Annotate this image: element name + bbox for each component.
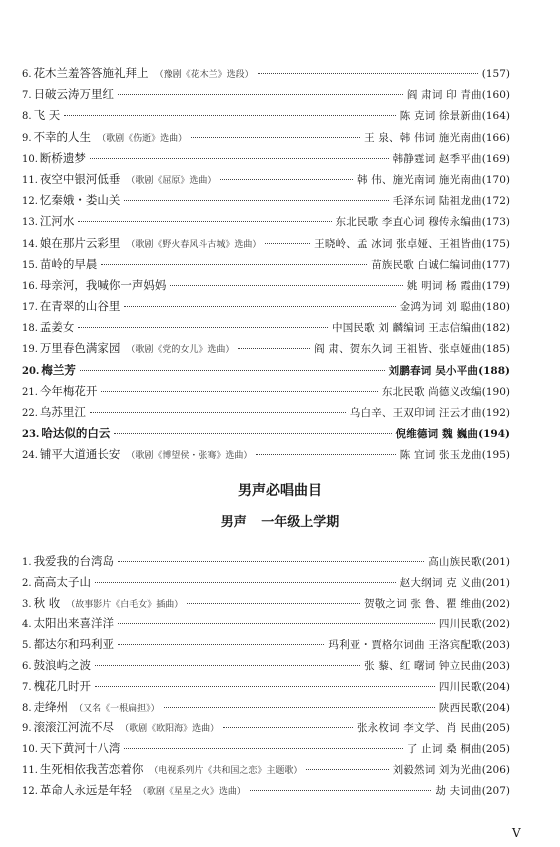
entry-page-number: ( 207 ) bbox=[482, 784, 510, 798]
entry-note: （歌剧《博望侯・张骞》选曲） bbox=[126, 451, 253, 462]
entry-title: 高高太子山 bbox=[33, 574, 92, 589]
entry-number: 11 . bbox=[22, 174, 38, 188]
entry-credit: 张 藜、红 曙词 钟立民曲 bbox=[364, 659, 482, 672]
entry-page-number: ( 166 ) bbox=[482, 131, 510, 145]
entry-title: 花木兰羞答答施礼拜上 bbox=[33, 66, 149, 80]
entry-page-number: ( 182 ) bbox=[482, 321, 510, 335]
dot-leader bbox=[306, 769, 388, 770]
entry-page-number: ( 204 ) bbox=[482, 701, 510, 715]
toc-entry[interactable] bbox=[22, 616, 510, 637]
entry-number: 18 . bbox=[22, 322, 38, 336]
dot-leader bbox=[170, 285, 402, 286]
dot-leader bbox=[114, 433, 391, 434]
entry-note: （歌剧《野火春风斗古城》选曲） bbox=[126, 239, 262, 250]
entry-title: 我爱我的台湾岛 bbox=[33, 554, 115, 568]
entry-credit: 王晓岭、孟 冰词 张卓娅、王祖皆曲 bbox=[314, 237, 482, 250]
entry-title: 革命人永远是年轻 bbox=[39, 782, 132, 797]
entry-credit: 韩静霆词 赵季平曲 bbox=[392, 152, 482, 165]
entry-credit: 刘鹏春词 吴小平曲 bbox=[388, 364, 479, 377]
toc-entry[interactable] bbox=[22, 130, 510, 151]
entry-number: 15 . bbox=[22, 259, 38, 273]
dot-leader bbox=[124, 200, 388, 201]
entry-title: 忆秦娥・娄山关 bbox=[39, 193, 121, 208]
entry-number: 5 . bbox=[22, 639, 32, 653]
entry-credit: 中国民歌 刘 麟编词 王志信编曲 bbox=[332, 322, 482, 335]
entry-credit: 四川民歌 bbox=[438, 618, 482, 631]
entry-number: 1 . bbox=[22, 556, 32, 570]
entry-page-number: ( 206 ) bbox=[482, 763, 510, 777]
entry-credit: 张永枚词 李文学、肖 民曲 bbox=[356, 722, 482, 735]
entry-title: 太阳出来喜洋洋 bbox=[33, 616, 115, 631]
toc-entry[interactable] bbox=[22, 575, 510, 596]
dot-leader bbox=[187, 603, 360, 604]
dot-leader bbox=[95, 665, 360, 666]
toc-entry[interactable] bbox=[22, 637, 510, 658]
entry-title: 在青翠的山谷里 bbox=[39, 299, 121, 314]
entry-page-number: ( 201 ) bbox=[482, 576, 510, 590]
entry-page-number: ( 203 ) bbox=[482, 638, 510, 652]
dot-leader bbox=[101, 264, 367, 265]
toc-entry[interactable] bbox=[22, 236, 510, 257]
toc-entry[interactable] bbox=[22, 554, 510, 575]
dot-leader bbox=[164, 707, 435, 708]
entry-credit: 陈 宜词 张玉龙曲 bbox=[399, 449, 482, 462]
dot-leader bbox=[220, 179, 353, 180]
dot-leader bbox=[80, 370, 385, 371]
toc-entry[interactable] bbox=[22, 720, 510, 741]
entry-credit: 苗族民歌 白诚仁编词曲 bbox=[371, 258, 482, 271]
entry-page-number: ( 205 ) bbox=[482, 742, 510, 756]
entry-number: 23 . bbox=[22, 428, 39, 442]
dot-leader bbox=[78, 327, 328, 328]
toc-entry[interactable] bbox=[22, 172, 510, 193]
entry-page-number: ( 205 ) bbox=[482, 721, 510, 735]
entry-page-number: ( 164 ) bbox=[482, 109, 510, 123]
toc-entry[interactable] bbox=[22, 658, 510, 679]
entry-number: 13 . bbox=[22, 216, 38, 230]
entry-number: 9 . bbox=[22, 722, 32, 736]
entry-title: 母亲河，我喊你一声妈妈 bbox=[39, 277, 167, 292]
toc-entry[interactable] bbox=[22, 257, 510, 278]
entry-note: （电视系列片《共和国之恋》主题歌） bbox=[149, 765, 303, 776]
entry-credit: 了 止词 桑 桐曲 bbox=[406, 743, 482, 756]
entry-number: 17 . bbox=[22, 301, 38, 315]
dot-leader bbox=[265, 243, 310, 244]
dot-leader bbox=[191, 137, 360, 138]
toc-entry[interactable] bbox=[22, 214, 510, 235]
entry-page-number: ( 160 ) bbox=[482, 88, 510, 102]
entry-title: 乌苏里江 bbox=[39, 405, 86, 419]
entry-note: （故事影片《白毛女》插曲） bbox=[66, 599, 184, 610]
entry-credit: 东北民歌 李直心词 穆传永编曲 bbox=[335, 216, 482, 229]
entry-number: 12 . bbox=[22, 785, 38, 799]
entry-page-number: ( 169 ) bbox=[482, 152, 510, 166]
subsection-title: 男声 一年级上学期 bbox=[220, 515, 340, 530]
entry-page-number: ( 185 ) bbox=[482, 342, 510, 356]
dot-leader bbox=[238, 348, 310, 349]
entry-number: 19 . bbox=[22, 343, 38, 357]
dot-leader bbox=[101, 391, 377, 392]
toc-entry[interactable] bbox=[22, 384, 510, 405]
entry-title: 天下黄河十八湾 bbox=[39, 741, 121, 756]
dot-leader bbox=[95, 582, 396, 583]
song-list-upper bbox=[22, 66, 510, 469]
entry-number: 7 . bbox=[22, 89, 32, 103]
entry-page-number: ( 195 ) bbox=[482, 448, 510, 462]
entry-title: 娘在那片云彩里 bbox=[39, 235, 121, 250]
entry-title: 苗岭的早晨 bbox=[39, 256, 98, 271]
entry-note: （豫剧《花木兰》选段） bbox=[154, 70, 254, 80]
toc-entry[interactable] bbox=[22, 87, 510, 108]
entry-page-number: ( 204 ) bbox=[482, 680, 510, 694]
entry-page-number: ( 190 ) bbox=[482, 385, 510, 399]
entry-page-number: ( 157 ) bbox=[482, 67, 510, 81]
entry-credit: 东北民歌 尚德义改编 bbox=[381, 385, 482, 398]
toc-entry[interactable] bbox=[22, 700, 510, 721]
dot-leader bbox=[250, 790, 431, 791]
entry-number: 6 . bbox=[22, 68, 32, 82]
toc-entry[interactable] bbox=[22, 278, 510, 299]
entry-page-number: ( 170 ) bbox=[482, 173, 510, 187]
entry-number: 4 . bbox=[22, 618, 32, 632]
dot-leader bbox=[124, 748, 402, 749]
entry-title: 孟姜女 bbox=[39, 320, 75, 335]
entry-page-number: ( 179 ) bbox=[482, 279, 510, 293]
entry-number: 12 . bbox=[22, 195, 38, 209]
dot-leader bbox=[90, 158, 389, 159]
entry-credit: 阎 肃词 印 青曲 bbox=[406, 89, 482, 102]
entry-title: 今年梅花开 bbox=[39, 383, 98, 398]
entry-number: 16 . bbox=[22, 280, 38, 294]
entry-credit: 乌白辛、王双印词 汪云才曲 bbox=[349, 407, 482, 419]
footer-page-number: V bbox=[512, 826, 521, 840]
toc-entry[interactable] bbox=[22, 426, 510, 447]
entry-page-number: ( 175 ) bbox=[482, 237, 510, 251]
entry-title: 滚滚江河流不尽 bbox=[33, 720, 115, 735]
entry-title: 走绛州 bbox=[33, 699, 69, 714]
entry-credit: 高山族民歌 bbox=[428, 556, 482, 568]
entry-note: （歌剧《欧阳海》选曲） bbox=[120, 724, 220, 735]
entry-page-number: ( 202 ) bbox=[482, 617, 510, 631]
entry-credit: 阎 肃、贺东久词 王祖皆、张卓娅曲 bbox=[314, 343, 482, 356]
dot-leader bbox=[256, 454, 395, 455]
entry-credit: 刘毅然词 刘为光曲 bbox=[392, 763, 482, 776]
entry-page-number: ( 173 ) bbox=[482, 215, 510, 229]
dot-leader bbox=[124, 306, 395, 307]
dot-leader bbox=[118, 94, 403, 95]
entry-note: （歌剧《屈原》选曲） bbox=[126, 175, 217, 186]
entry-credit: 金鸿为词 刘 聪曲 bbox=[399, 301, 482, 314]
entry-title: 铺平大道通长安 bbox=[39, 447, 121, 462]
entry-page-number: ( 201 ) bbox=[482, 555, 510, 569]
toc-entry[interactable] bbox=[22, 320, 510, 341]
entry-credit: 姚 明词 杨 霞曲 bbox=[406, 279, 482, 292]
entry-note: （歌剧《党的女儿》选曲） bbox=[126, 345, 235, 356]
entry-credit: 王 泉、韩 伟词 施光南曲 bbox=[364, 131, 482, 144]
toc-entry[interactable] bbox=[22, 762, 510, 783]
entry-page-number: ( 172 ) bbox=[482, 194, 510, 208]
entry-number: 24 . bbox=[22, 449, 38, 463]
toc-entry[interactable] bbox=[22, 741, 510, 762]
toc-entry[interactable] bbox=[22, 363, 510, 384]
entry-title: 哈达似的白云 bbox=[41, 426, 111, 441]
entry-number: 7 . bbox=[22, 681, 32, 695]
entry-title: 鼓浪屿之波 bbox=[33, 657, 92, 672]
entry-title: 夜空中银河低垂 bbox=[39, 171, 121, 186]
dot-leader bbox=[223, 727, 353, 728]
entry-number: 20 . bbox=[22, 365, 39, 379]
entry-number: 3 . bbox=[22, 598, 32, 612]
entry-page-number: ( 188 ) bbox=[478, 364, 510, 378]
entry-credit: 劫 夫词曲 bbox=[435, 784, 482, 797]
dot-leader bbox=[90, 412, 346, 413]
entry-page-number: ( 177 ) bbox=[482, 258, 510, 272]
toc-entry[interactable] bbox=[22, 596, 510, 617]
dot-leader bbox=[118, 561, 424, 562]
dot-leader bbox=[78, 221, 331, 222]
entry-number: 11 . bbox=[22, 764, 38, 778]
entry-title: 秋 收 bbox=[33, 595, 61, 610]
toc-entry[interactable] bbox=[22, 151, 510, 172]
dot-leader bbox=[118, 644, 324, 645]
toc-entry[interactable] bbox=[22, 66, 510, 87]
dot-leader bbox=[95, 686, 435, 687]
entry-page-number: ( 203 ) bbox=[482, 659, 510, 673]
entry-title: 槐花几时开 bbox=[33, 678, 92, 693]
toc-entry[interactable] bbox=[22, 447, 510, 468]
entry-note: （又名《一根扁担》） bbox=[74, 703, 160, 714]
entry-credit: 毛泽东词 陆祖龙曲 bbox=[392, 195, 482, 208]
entry-number: 9 . bbox=[22, 132, 32, 146]
entry-title: 日破云涛万里红 bbox=[33, 87, 115, 102]
entry-title: 都达尔和玛利亚 bbox=[33, 637, 115, 652]
toc-entry[interactable] bbox=[22, 341, 510, 362]
entry-number: 8 . bbox=[22, 702, 32, 716]
entry-number: 2 . bbox=[22, 577, 32, 591]
toc-entry[interactable] bbox=[22, 299, 510, 320]
entry-number: 8 . bbox=[22, 110, 32, 124]
toc-entry[interactable] bbox=[22, 405, 510, 426]
entry-credit: 玛利亚・賈格尔词曲 王洛宾配歌 bbox=[328, 639, 482, 652]
entry-page-number: ( 202 ) bbox=[482, 597, 510, 611]
entry-credit: 陕西民歌 bbox=[438, 701, 482, 714]
entry-title: 生死相依我苦恋着你 bbox=[39, 761, 144, 776]
entry-credit: 贺敬之词 张 鲁、瞿 维曲 bbox=[364, 597, 482, 610]
entry-page-number: ( 192 ) bbox=[482, 406, 510, 420]
entry-credit: 四川民歌 bbox=[438, 680, 482, 693]
entry-credit: 韩 伟、施光南词 施光南曲 bbox=[356, 173, 482, 186]
entry-number: 14 . bbox=[22, 238, 38, 252]
song-list-lower bbox=[22, 554, 510, 804]
dot-leader bbox=[118, 623, 435, 624]
toc-entry[interactable] bbox=[22, 679, 510, 700]
entry-note: （歌剧《星星之火》选曲） bbox=[137, 786, 246, 797]
entry-title: 不幸的人生 bbox=[33, 129, 92, 144]
toc-entry[interactable] bbox=[22, 193, 510, 214]
entry-number: 21 . bbox=[22, 386, 38, 400]
toc-entry[interactable] bbox=[22, 783, 510, 804]
entry-number: 10 . bbox=[22, 153, 38, 167]
entry-page-number: ( 180 ) bbox=[482, 300, 510, 314]
entry-number: 10 . bbox=[22, 743, 38, 757]
toc-entry[interactable] bbox=[22, 108, 510, 129]
entry-title: 梅兰芳 bbox=[41, 362, 76, 377]
dot-leader bbox=[258, 73, 478, 74]
entry-note: （歌剧《伤逝》选曲） bbox=[97, 133, 188, 144]
entry-title: 万里春色满家园 bbox=[39, 341, 121, 356]
entry-credit: 赵大纲词 克 义曲 bbox=[399, 576, 482, 589]
entry-credit: 倪维德词 魏 巍曲 bbox=[395, 428, 479, 441]
dot-leader bbox=[64, 115, 396, 116]
entry-title: 江河水 bbox=[39, 214, 75, 229]
section-title: 男声必唱曲目 bbox=[238, 483, 322, 499]
entry-title: 断桥遗梦 bbox=[39, 150, 86, 165]
entry-title: 飞 天 bbox=[33, 108, 61, 123]
entry-number: 22 . bbox=[22, 407, 38, 421]
entry-number: 6 . bbox=[22, 660, 32, 674]
entry-credit: 陈 克词 徐景新曲 bbox=[399, 110, 482, 123]
entry-page-number: ( 194 ) bbox=[478, 427, 510, 441]
